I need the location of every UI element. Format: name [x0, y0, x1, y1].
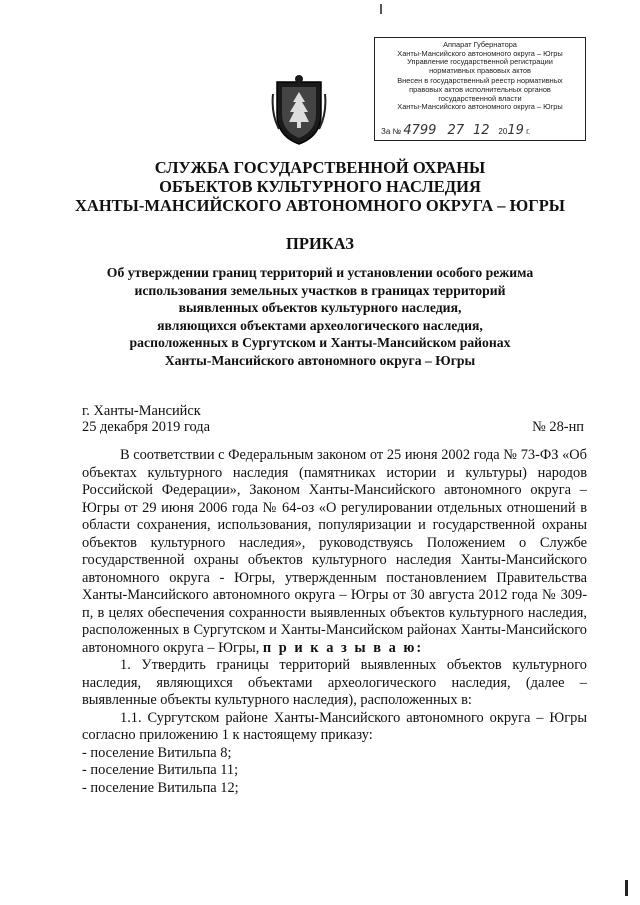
stamp-reg-suffix: г. [526, 127, 531, 137]
document-number: № 28-нп [532, 419, 584, 435]
subject-line5: расположенных в Сургутском и Ханты-Мансийском районах [129, 335, 511, 351]
subject-line1: Об утверждении границ территорий и установлении особого режима [106, 265, 534, 280]
document-body [82, 447, 587, 797]
settlement-list [82, 745, 587, 798]
list-item: - поселение Витильпа 12; [82, 779, 239, 796]
agency-heading-line2: ОБЪЕКТОВ КУЛЬТУРНОГО НАСЛЕДИЯ [159, 177, 481, 196]
stamp-reg-day: 27 [447, 123, 465, 139]
agency-heading-line1: СЛУЖБА ГОСУДАРСТВЕННОЙ ОХРАНЫ [154, 158, 486, 177]
list-item: - поселение Витильпа 11; [82, 762, 239, 778]
stamp-reg-number: 4799 [403, 123, 437, 139]
item-1: 1. Утвердить границы территорий выявленных объектов культурного наследия, являющихся объектами археологического наследия, (далее – выявленные объекты культурного наследия), расположенных в: [82, 657, 587, 708]
subject-line3: выявленных объектов культурного наследия, [178, 300, 462, 316]
preamble-paragraph [82, 447, 587, 657]
stamp-reg-year: 19 [507, 123, 524, 139]
stamp-registration-line [381, 123, 581, 139]
scan-mark [625, 880, 628, 896]
subject-line6: Ханты-Мансийского автономного округа – Югры [164, 352, 476, 368]
preamble-text: В соответствии с Федеральным законом от 25 июня 2002 года № 73-ФЗ «Об объектах культурного наследия (памятниках истории и культуры) народов Российской Федерации», Законом Ханты-Мансийского автономного округа – Югры от 29 июня 2006 года № 64-оз «О регулировании отдельных отношений в области сохранения, использования, популяризации и государственной охраны объектов культурного наследия», руководствуясь Положением о Службе государственной охраны объектов культурного наследия Ханты-Мансийского автономного округа - Югры, утвержденным постановлением Правительства Ханты-Мансийского автономного округа – Югры от 30 августа 2012 года № 309-п, в целях обеспечения сохранности выявленных объектов культурного наследия, расположенных в Сургутском и Ханты-Мансийском районах Ханты-Мансийского автономного округа – Югры, [82, 447, 587, 656]
stamp-reg-prefix: За № [381, 127, 402, 137]
scan-mark [380, 4, 382, 14]
stamp-note-line2: правовых актов исполнительных органов [409, 84, 551, 94]
item-1-1: 1.1. Сургутском районе Ханты-Мансийского автономного округа – Югры согласно приложению 1 к настоящему приказу: [82, 709, 587, 743]
agency-heading-line3: ХАНТЫ-МАНСИЙСКОГО АВТОНОМНОГО ОКРУГА – ЮГРЫ [75, 196, 565, 215]
stamp-reg-month: 12 [472, 123, 490, 139]
stamp-region: Ханты-Мансийского автономного округа – Югры [397, 48, 563, 58]
subject-line4: являющихся объектами археологического наследия, [157, 317, 483, 333]
place: г. Ханты-Мансийск [82, 403, 201, 419]
order-word: п р и к а з ы в а ю: [262, 639, 424, 656]
registration-stamp [374, 37, 586, 141]
stamp-reg-year-prefix: 20 [498, 127, 508, 137]
document-subject [60, 264, 580, 370]
document-date: 25 декабря 2019 года [82, 419, 211, 435]
stamp-department-line1: Управление государственной регистрации [407, 57, 553, 67]
stamp-note-line4: Ханты-Мансийского автономного округа – Югры [397, 102, 563, 112]
stamp-department-line2: нормативных правовых актов [429, 65, 531, 75]
stamp-note-line1: Внесен в государственный реестр нормативных [397, 76, 563, 86]
list-item: - поселение Витильпа 8; [82, 744, 232, 761]
stamp-office: Аппарат Губернатора [443, 40, 517, 49]
stamp-note-line3: государственной власти [438, 93, 522, 103]
document-type: ПРИКАЗ [286, 234, 354, 253]
subject-line2: использования земельных участков в границах территорий [134, 282, 506, 298]
coat-of-arms-emblem [271, 74, 327, 146]
agency-heading [40, 158, 600, 215]
